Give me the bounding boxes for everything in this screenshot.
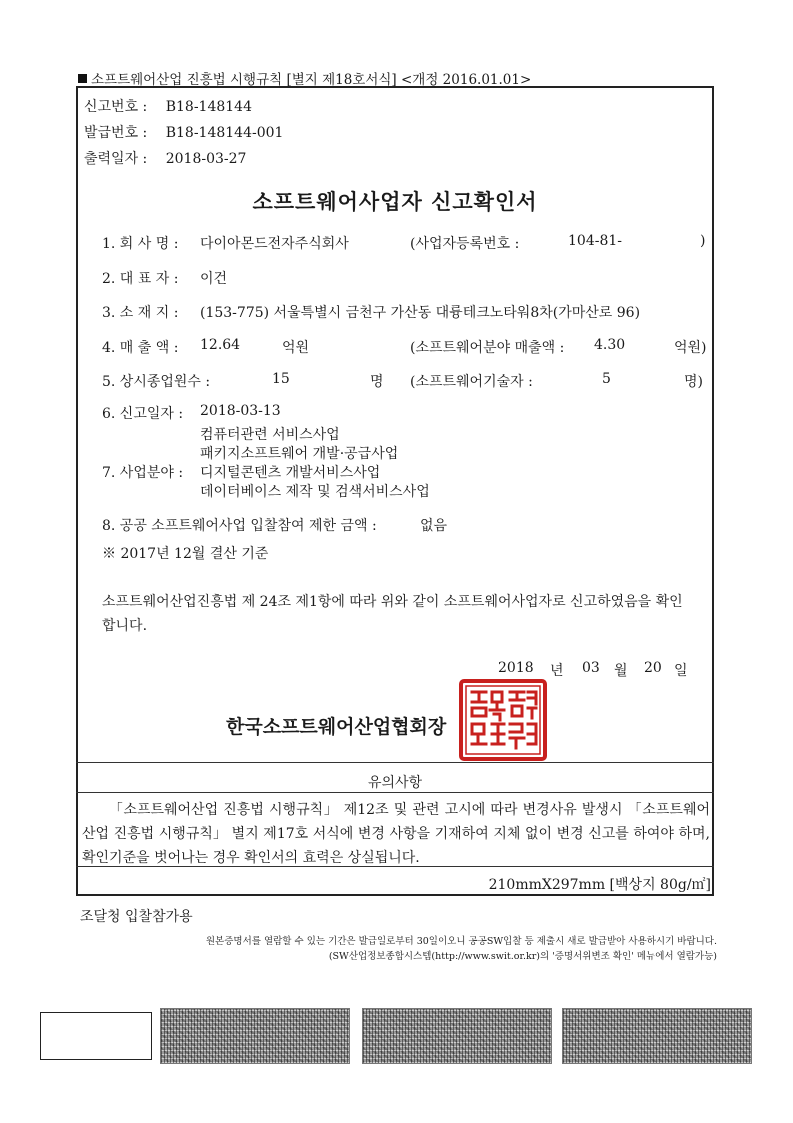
sw-sales-unit: 억원) [674, 340, 707, 356]
address-value: (153-775) 서울특별시 금천구 가산동 대륭테크노타워8차(가마산로 96) [200, 305, 641, 321]
company-label: 1. 회 사 명 : [102, 236, 179, 252]
size-divider [76, 866, 714, 867]
footer-note-validity: 원본증명서를 열람할 수 있는 기간은 발급일로부터 30일이오니 공공SW입찰 등 제출시 새로 발급받아 사용하시기 바랍니다. [205, 936, 717, 947]
date-day: 20 [644, 660, 662, 676]
print-date [84, 148, 246, 168]
paper-size-label: 210mmX297mm [백상지 80g/㎡] [488, 877, 711, 893]
ceo-label: 2. 대 표 자 : [102, 271, 179, 287]
employees-value: 15 [272, 371, 290, 387]
document-code-box [40, 1012, 152, 1060]
footer-note-verify: (SW산업정보종합시스템(http://www.swit.or.kr)의 '증명서위변조 확인' 메뉴에서 열람가능) [328, 951, 717, 962]
report-number-value: B18-148144 [165, 99, 252, 115]
footer-title: 조달청 입찰참가용 [80, 909, 193, 925]
verification-pattern-2 [362, 1008, 552, 1064]
caution-divider [76, 792, 714, 793]
issue-number-value: B18-148144-001 [165, 125, 284, 141]
biz-reg-value: 104-81- [568, 233, 622, 249]
sw-tech-value: 5 [602, 371, 611, 387]
employees-unit: 명 [370, 374, 384, 390]
issue-number-label: 발급번호 : [84, 125, 148, 141]
issue-number [84, 122, 283, 142]
business-label: 7. 사업분야 : [102, 465, 184, 481]
verification-pattern-3 [562, 1008, 752, 1064]
sw-tech-unit: 명) [684, 374, 703, 390]
report-number-label: 신고번호 : [84, 99, 148, 115]
date-month-unit: 월 [614, 663, 628, 679]
caution-divider-top [76, 762, 714, 763]
report-number [84, 96, 252, 116]
report-date-value: 2018-03-13 [200, 403, 281, 419]
settlement-note: ※ 2017년 12월 결산 기준 [102, 546, 269, 562]
date-day-unit: 일 [674, 663, 688, 679]
biz-reg-close: ) [700, 233, 706, 249]
sales-value: 12.64 [200, 337, 241, 353]
business-item: 디지털콘텐츠 개발서비스사업 [200, 465, 381, 481]
sales-label: 4. 매 출 액 : [102, 340, 179, 356]
company-name: 다이아몬드전자주식회사 [200, 236, 349, 252]
date-year: 2018 [498, 660, 534, 676]
regulation-text: 소프트웨어산업 진흥법 시행규칙 [별지 제18호서식] <개정 2016.01.01> [91, 72, 532, 88]
report-date-label: 6. 신고일자 : [102, 406, 184, 422]
caution-title: 유의사항 [367, 775, 423, 791]
sales-unit: 억원 [282, 340, 310, 356]
sw-tech-label: (소프트웨어기술자 : [410, 374, 533, 390]
date-year-unit: 년 [550, 663, 564, 679]
official-seal-icon [458, 678, 548, 762]
bid-limit-value: 없음 [420, 518, 448, 534]
caution-text: 「소프트웨어산업 진흥법 시행규칙」 제12조 및 관련 고시에 따라 변경사유 발생시 「소프트웨어산업 진흥법 시행규칙」 별지 제17호 서식에 변경 사항을 기재하여 지체 없이 변경 신고를 하여야 하며, 확인기준을 벗어나는 경우 확인서의 효력은 상실됩니다. [82, 802, 710, 866]
square-bullet-icon [78, 74, 87, 83]
print-date-value: 2018-03-27 [165, 151, 247, 167]
business-item: 컴퓨터관련 서비스사업 [200, 427, 340, 443]
declaration-text: 소프트웨어산업진흥법 제 24조 제1항에 따라 위와 같이 소프트웨어사업자로 신고하였음을 확인합니다. [102, 594, 683, 634]
print-date-label: 출력일자 : [84, 151, 148, 167]
date-month: 03 [582, 660, 600, 676]
business-item: 패키지소프트웨어 개발·공급사업 [200, 446, 399, 462]
business-item: 데이터베이스 제작 및 검색서비스사업 [200, 484, 430, 500]
biz-reg-label: (사업자등록번호 : [410, 236, 520, 252]
address-label: 3. 소 재 지 : [102, 305, 179, 321]
sw-sales-label: (소프트웨어분야 매출액 : [410, 340, 565, 356]
caution-body [82, 798, 710, 870]
ceo-name: 이건 [200, 271, 228, 287]
bid-limit-label: 8. 공공 소프트웨어사업 입찰참여 제한 금액 : [102, 518, 377, 534]
issuer-name: 한국소프트웨어산업협회장 [226, 716, 447, 738]
regulation-header [78, 68, 531, 88]
sw-sales-value: 4.30 [594, 337, 626, 353]
verification-pattern-1 [160, 1008, 350, 1064]
employees-label: 5. 상시종업원수 : [102, 374, 211, 390]
document-title: 소프트웨어사업자 신고확인서 [252, 189, 538, 214]
